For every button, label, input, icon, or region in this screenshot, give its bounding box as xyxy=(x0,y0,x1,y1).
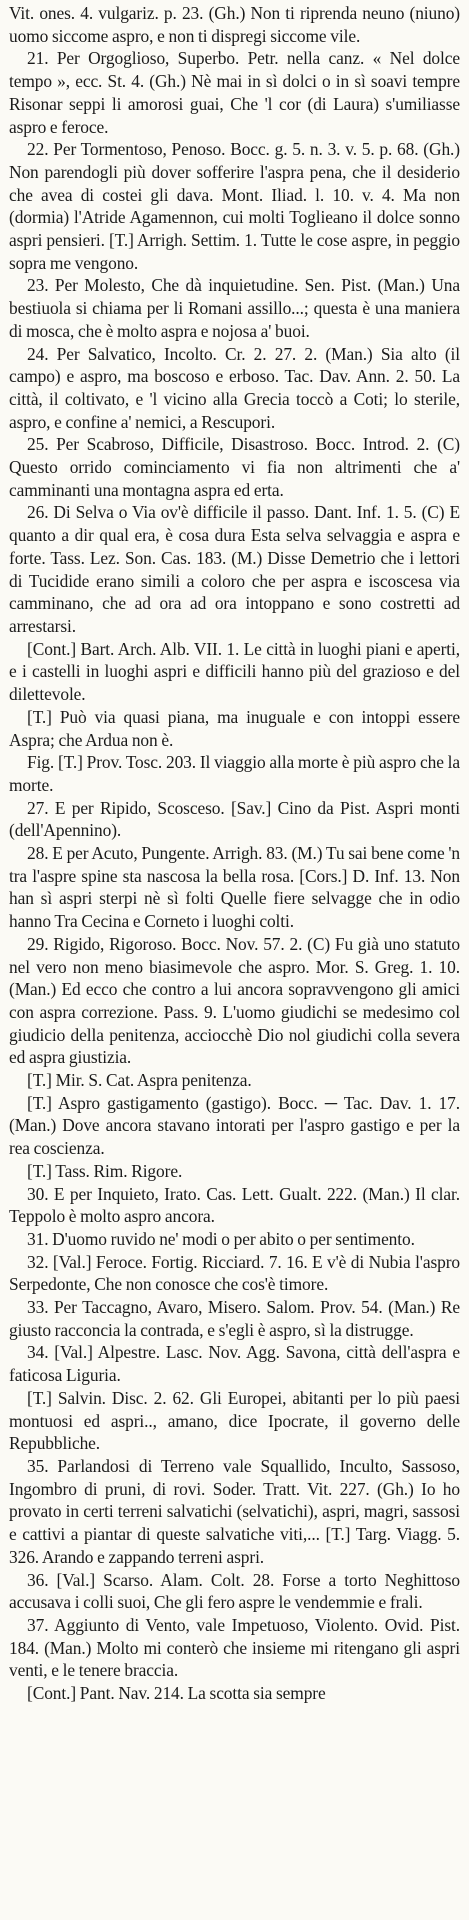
entry-paragraph: 25. Per Scabroso, Difficile, Disastroso. Bocc. Introd. 2. (C) Questo orrido cominciamento vi fia non altrimenti che a' camminanti una montagna aspra ed erta. xyxy=(9,434,460,500)
entry-paragraph: 36. [Val.] Scarso. Alam. Colt. 28. Forse a torto Neghittoso accusava i colli suoi, Che gli fero aspre le vendemmie e frali. xyxy=(9,1569,460,1613)
sub-paragraph: [Cont.] Pant. Nav. 214. La scotta sia sempre xyxy=(27,1683,326,1704)
sub-paragraph: [T.] Aspro gastigamento (gastigo). Bocc. ─ Tac. Dav. 1. 17. (Man.) Dove ancora stavano intorati per l'aspro gastigo e per la rea coscienza. xyxy=(9,1092,460,1159)
entry-paragraph: 37. Aggiunto di Vento, vale Impetuoso, Violento. Ovid. Pist. 184. (Man.) Molto mi conterò che insieme mi ritengano gli aspri venti, e le tenere braccia. xyxy=(9,1614,460,1681)
entry-paragraph: 34. [Val.] Alpestre. Lasc. Nov. Agg. Savona, città dell'aspra e faticosa Liguria. xyxy=(9,1342,460,1386)
entry-paragraph: 32. [Val.] Feroce. Fortig. Ricciard. 7. 16. E v'è di Nubia l'aspro Serpedonte, Che non conosce che cos'è timore. xyxy=(9,1251,460,1295)
entry-paragraph: 21. Per Orgoglioso, Superbo. Petr. nella canz. « Nel dolce tempo », ecc. St. 4. (Gh.) Nè mai in sì dolci o in sì soavi tempre Risonar seppi li amorosi guai, Che 'l cor (di Laura) s'umiliasse aspro e feroce. xyxy=(9,48,460,137)
entry-paragraph: 33. Per Taccagno, Avaro, Misero. Salom. Prov. 54. (Man.) Re giusto racconcia la contrada, e s'egli è aspro, sì la distrugge. xyxy=(9,1297,460,1340)
entry-paragraph: 26. Di Selva o Via ov'è difficile il passo. Dant. Inf. 1. 5. (C) E quanto a dir qual era, è cosa dura Esta selva selvaggia e aspra e forte. Tass. Lez. Son. Cas. 183. (M.) Disse Demetrio che i lettori di Tucidide erano simili a coloro che per aspra e iscoscesa via camminano, che ad ora ad ora intoppano e sono costretti ad arrestarsi. xyxy=(9,502,460,636)
sub-paragraph: [Cont.] Bart. Arch. Alb. VII. 1. Le città in luoghi piani e aperti, e i castelli in luoghi aspri e difficili hanno più del grazioso e del dilettevole. xyxy=(9,638,460,705)
entry-paragraph: 27. E per Ripido, Scosceso. [Sav.] Cino da Pist. Aspri monti (dell'Apennino). xyxy=(9,797,460,841)
sub-paragraph: [T.] Salvin. Disc. 2. 62. Gli Europei, abitanti per lo più paesi montuosi ed aspri.., amano, dice Ipocrate, il governo delle Repubbliche. xyxy=(9,1387,460,1454)
sub-paragraph: [T.] Può via quasi piana, ma inuguale e con intoppi essere Aspra; che Ardua non è. xyxy=(9,706,460,750)
sub-paragraph: [T.] Tass. Rim. Rigore. xyxy=(27,1160,183,1181)
entry-paragraph: 24. Per Salvatico, Incolto. Cr. 2. 27. 2. (Man.) Sia alto (il campo) e aspro, ma boscoso e erboso. Tac. Dav. Ann. 2. 50. La città, il coltivato, e 'l vicino alla Grecia toccò a Coti; lo sterile, aspro, e confine a' nemici, a Rescupori. xyxy=(9,343,460,432)
entry-paragraph: Vit. ones. 4. vulgariz. p. 23. (Gh.) Non ti riprenda neuno (niuno) uomo siccome aspro, e non ti dispregi siccome vile. xyxy=(9,3,460,46)
sub-paragraph: [T.] Mir. S. Cat. Aspra penitenza. xyxy=(27,1070,252,1091)
entry-paragraph: 22. Per Tormentoso, Penoso. Bocc. g. 5. n. 3. v. 5. p. 68. (Gh.) Non parendogli più dover sofferire l'aspra pena, che il desiderio che avea di costei gli dava. Mont. Iliad. l. 10. v. 4. Ma non (dormia) l'Atride Agamennon, cui molti Toglieano il dolce sonno aspri pensieri. [T.] Arrigh. Settim. 1. Tutte le cose aspre, in peggio sopra me vengono. xyxy=(9,139,460,273)
entry-paragraph: 35. Parlandosi di Terreno vale Squallido, Inculto, Sassoso, Ingombro di pruni, di rovi. Soder. Tratt. Vit. 227. (Gh.) Io ho provato in certi terreni salvatichi (selvatichi), aspri, magri, sassosi e cattivi a piantar di queste salvatiche viti,... [T.] Targ. Viagg. 5. 326. Arando e zappando terreni aspri. xyxy=(9,1456,460,1567)
entry-paragraph: 30. E per Inquieto, Irato. Cas. Lett. Gualt. 222. (Man.) Il clar. Teppolo è molto aspro ancora. xyxy=(9,1183,460,1227)
entry-paragraph: 29. Rigido, Rigoroso. Bocc. Nov. 57. 2. (C) Fu già uno statuto nel vero non meno biasimevole che aspro. Mor. S. Greg. 1. 10. (Man.) Ed ecco che contro a lui ancora sopravvengono gli amici con aspra correzione. Pass. 9. L'uomo giudichi se medesimo col giudicio della penitenza, acciocchè Dio nol giudichi colla severa ed aspra giustizia. xyxy=(9,933,460,1068)
sub-paragraph: Fig. [T.] Prov. Tosc. 203. Il viaggio alla morte è più aspro che la morte. xyxy=(9,752,460,795)
entry-paragraph: 28. E per Acuto, Pungente. Arrigh. 83. (M.) Tu sai bene come 'n tra l'aspre spine sta nascosa la bella rosa. [Cors.] D. Inf. 13. Non han sì aspri sterpi nè sì folti Quelle fiere selvagge che in odio hanno Tra Cecina e Corneto i luoghi colti. xyxy=(9,843,460,932)
entry-paragraph: 31. D'uomo ruvido ne' modi o per abito o per sentimento. xyxy=(27,1228,415,1249)
entry-paragraph: 23. Per Molesto, Che dà inquietudine. Sen. Pist. (Man.) Una bestiuola si chiama per li Romani assillo...; questa è una maniera di mosca, che è molto aspra e nojosa a' buoi. xyxy=(9,275,460,341)
